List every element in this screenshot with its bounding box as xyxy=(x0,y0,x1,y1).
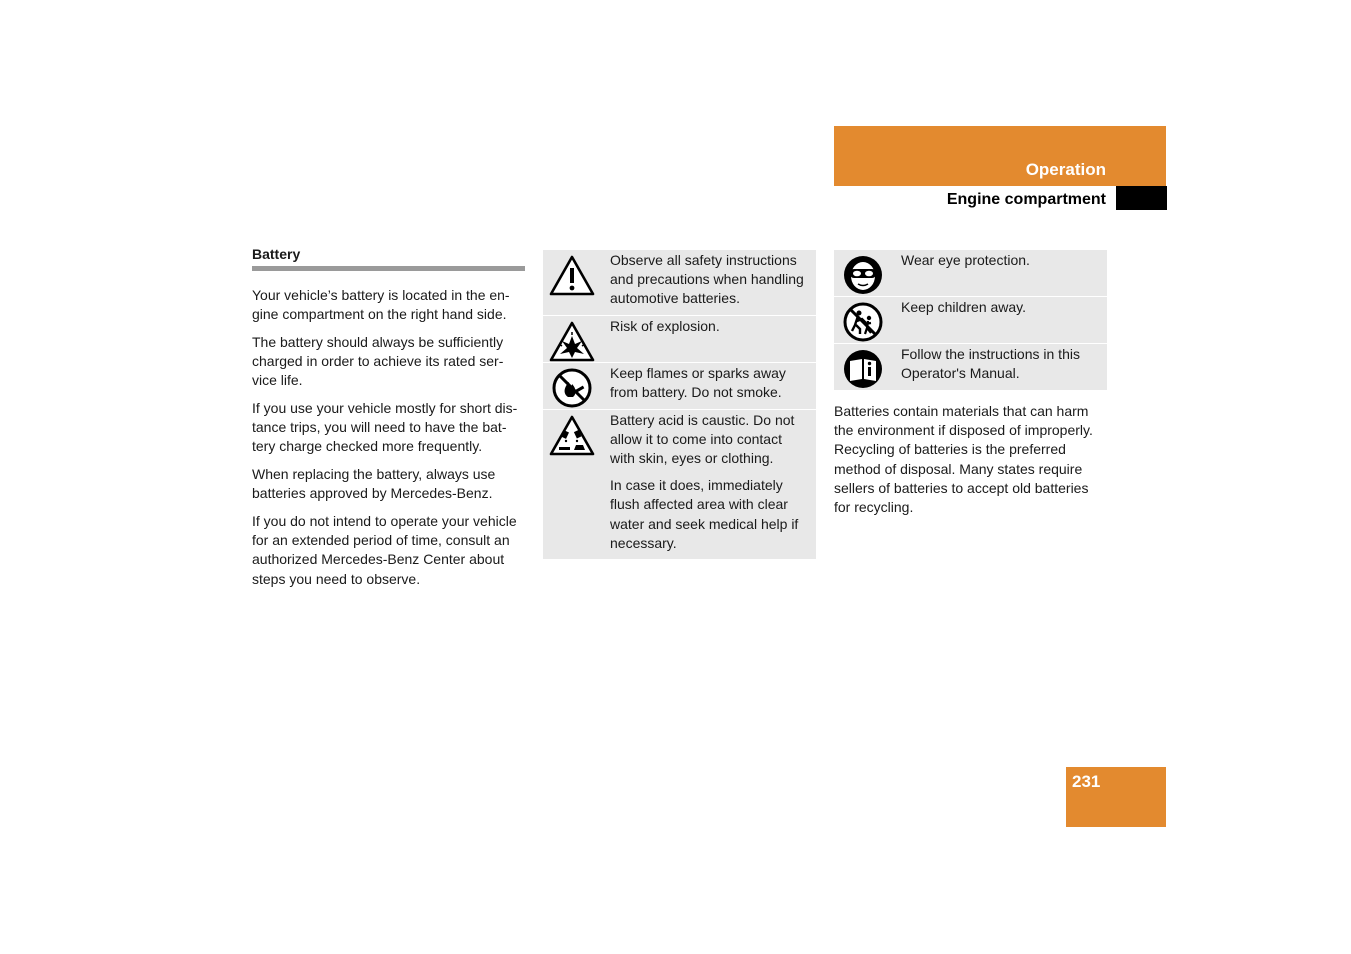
warning-text: Wear eye protection. xyxy=(901,252,1030,268)
corrosive-icon xyxy=(543,410,601,559)
chapter-tab-marker xyxy=(1116,186,1167,210)
battery-heading: Battery xyxy=(252,246,525,271)
subsection-title: Engine compartment xyxy=(946,191,1106,208)
protection-table xyxy=(834,250,1107,390)
disposal-paragraph: Batteries contain materials that can harm the environment if disposed of improperly. Recycling of batteries is the preferred method of disposal. Many states require sellers of batteries to accept old batteries for recycling. xyxy=(834,403,1093,516)
warning-row xyxy=(834,297,1107,344)
warning-row xyxy=(543,250,816,316)
battery-paragraph: When replacing the battery, always use batteries approved by Mercedes-Benz. xyxy=(252,466,496,502)
warning-text: Keep children away. xyxy=(901,299,1027,315)
eye-protection-icon xyxy=(834,250,892,296)
safety-warnings-table xyxy=(543,250,816,559)
header-banner xyxy=(834,126,1166,186)
warning-row xyxy=(834,344,1107,390)
warning-triangle-icon xyxy=(543,250,601,315)
battery-paragraph: The battery should always be sufficiently charged in order to achieve its rated ser-vice life. xyxy=(252,333,504,389)
warning-row xyxy=(543,410,816,559)
page-number-box xyxy=(1066,767,1166,827)
warning-text: Follow the instructions in this Operator's Manual. xyxy=(901,346,1080,382)
warning-row xyxy=(834,250,1107,297)
keep-children-away-icon xyxy=(834,297,892,343)
page-number: 231 xyxy=(1072,772,1101,791)
battery-section xyxy=(252,246,525,597)
warning-text: Battery acid is caustic. Do not allow it to come into contact with skin, eyes or clothing. xyxy=(610,411,795,467)
warning-text: In case it does, immediately flush affected area with clear water and seek medical help if necessary. xyxy=(610,477,799,551)
warning-text: Observe all safety instructions and precautions when handling automotive batteries. xyxy=(610,252,804,307)
disposal-note xyxy=(834,402,1107,526)
warning-row xyxy=(543,316,816,363)
warning-row xyxy=(543,363,816,410)
explosion-icon xyxy=(543,316,601,362)
warning-text: Keep flames or sparks away from battery. Do not smoke. xyxy=(610,364,786,400)
section-title: Operation xyxy=(1025,160,1106,179)
battery-paragraph: Your vehicle’s battery is located in the en-gine compartment on the right hand side. xyxy=(252,287,510,323)
battery-paragraph: If you do not intend to operate your vehicle for an extended period of time, consult an authorized Mercedes-Benz Center about steps you need to observe. xyxy=(252,513,517,587)
no-flames-icon xyxy=(543,363,601,409)
battery-paragraph: If you use your vehicle mostly for short dis-tance trips, you will need to have the bat-tery charge checked more frequently. xyxy=(252,400,518,455)
warning-text: Risk of explosion. xyxy=(610,317,720,334)
manual-info-icon xyxy=(834,344,892,390)
